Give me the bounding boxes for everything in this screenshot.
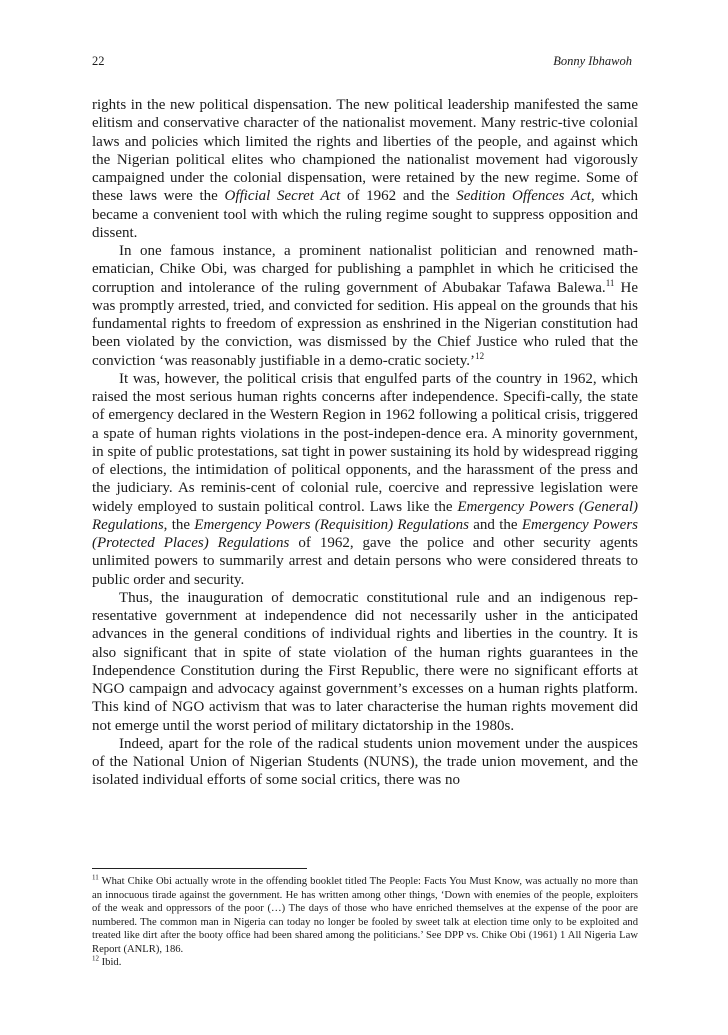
- footnotes: [92, 875, 638, 970]
- paragraph-1: rights in the new political dispensation. The new political leadership manifested the same elitism and conservative character of the nationalist movement. Many restric-tive colonial laws and policies which limited the rights and liberties of the people, and against which the Nigerian political elites who championed the nationalist movement had vigorously campaigned under the colonial dispensation, were retained by the new regime. Some of these laws were the Official Secret Act of 1962 and the Sedition Offences Act, which became a convenient tool with which the ruling regime sought to suppress opposition and dissent.: [92, 97, 639, 241]
- page-number: 22: [92, 54, 105, 68]
- running-author: Bonny Ibhawoh: [553, 54, 632, 68]
- footnote-12: $^{12}$ Ibid.: [92, 954, 122, 968]
- paragraph-2: In one famous instance, a prominent nationalist politician and renowned math-ematician, Chike Obi, was charged for publishing a pamphlet in which he criticised the corruption and intolerance of the ruling government of Abubakar Tafawa Balewa.$^{11}$ He was promptly arrested, tried, and convicted for sedition. His appeal on the grounds that his fundamental rights to freedom of expression as enshrined in the Nigerian constitution had been violated by the conviction, was dismissed by the Chief Justice who ruled that the conviction ‘was reasonably justifiable in a demo-cratic society.’$^{12}$: [92, 243, 638, 369]
- paragraph-5: Indeed, apart for the role of the radical students union movement under the auspices of the National Union of Nigerian Students (NUNS), the trade union movement, and the isolated individual efforts of some social critics, there was no: [92, 735, 638, 789]
- regulation-title: Emergency Powers (General) Regulations: [92, 498, 638, 533]
- paragraph-3: It was, however, the political crisis that engulfed parts of the country in 1962, which raised the most serious human rights concerns after independence. Specifi-cally, the state of emergency declared in the Western Region in 1962 following a political crisis, triggered a spate of human rights violations in the post-indepen-dence era. A minority government, in spite of public protestations, sat tight in power sustaining its hold by widespread rigging of elections, the intimidation of political opponents, and the harassment of the press and the judiciary. As reminis-cent of colonial rule, coercive and repressive legislation were widely employed to sustain political control. Laws like the Emergency Powers (General) Regulations, the Emergency Powers (Requisition) Regulations and the Emergency Powers (Protected Places) Regulations of 1962, gave the police and other security agents unlimited powers to summarily arrest and detain persons who were considered threats to public order and security.: [92, 370, 638, 588]
- act-title: Official Secret Act: [224, 188, 341, 205]
- footnote-ref[interactable]: 11: [605, 277, 615, 288]
- footnote-ref[interactable]: 12: [475, 350, 485, 361]
- regulation-title: Emergency Powers (Requisition) Regulations: [194, 516, 469, 533]
- paragraph-4: Thus, the inauguration of democratic constitutional rule and an indigenous rep-resentative government at independence did not necessarily usher in the anticipated advances in the general conditions of individual rights and liberties in the country. It is also significant that in spite of state violation of the human rights guarantees in the Independence Constitution during the First Republic, there were no significant efforts at NGO campaign and advocacy against government’s excesses on a human rights platform. This kind of NGO activism that was to later characterise the human rights movement did not emerge until the worst period of military dictatorship in the 1980s.: [92, 589, 638, 734]
- body-text: [92, 96, 638, 790]
- act-title: Sedition Offences Act: [456, 188, 591, 205]
- running-header: [92, 54, 632, 70]
- regulation-title: Emergency Powers (Protected Places) Regulations: [92, 516, 638, 551]
- footnote-11: $^{11}$ What Chike Obi actually wrote in the offending booklet titled The People: Facts You Must Know, was actually no more than an innocuous tirade against the government. He has written among other things, ‘Down with enemies of the people, exploiters of the weak and oppressors of the poor (…) The days of those who have enriched themselves at the expense of the poor are numbered. The common man in Nigeria can today no longer be fooled by sweet talk at election time only to be exploited and treated like dirt after the booty office had been shared among the politicians.’ See DPP vs. Chike Obi (1961) 1 All Nigeria Law Report (ANLR), 186.: [92, 873, 638, 955]
- footnote-marker: 11: [92, 873, 99, 882]
- footnote-marker: 12: [92, 954, 99, 963]
- footnote-divider: [92, 868, 307, 869]
